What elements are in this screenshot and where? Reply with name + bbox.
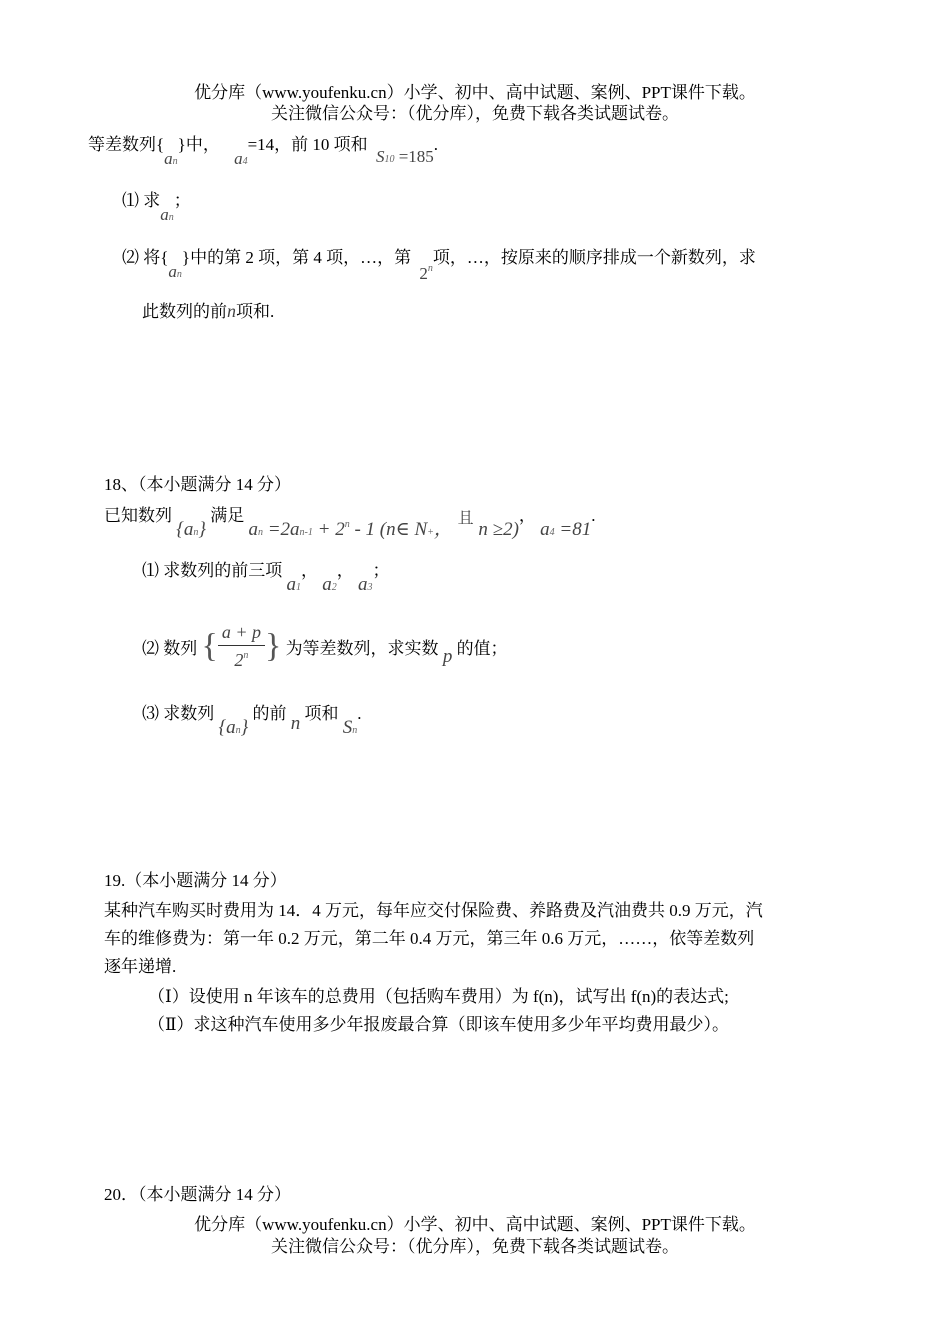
q19-part-2: （Ⅱ）求这种汽车使用多少年报废最合算（即该车使用多少年平均费用最少）。: [148, 1015, 730, 1034]
q17-part1-label: ⑴ 求: [122, 191, 161, 210]
q19-line-1: 某种汽车购买时费用为 14．4 万元，每年应交付保险费、养路费及汽油费共 0.9 万元，汽: [104, 901, 763, 920]
q19-line-3: 逐年递增.: [104, 957, 177, 976]
var-a: a: [226, 717, 236, 738]
comma: ，: [301, 561, 318, 580]
sub-n: n: [193, 527, 199, 538]
q17-part1: [122, 186, 191, 224]
n-ge-2: n ≥2): [478, 519, 519, 540]
header-line-2: 关注微信公众号：（优分库），免费下载各类试题试卷。: [271, 104, 679, 123]
var-a4: a: [540, 519, 550, 540]
q18-part2-a: ⑵ 数列: [142, 639, 198, 658]
q17-part1-end: ；: [173, 191, 191, 210]
semicolon: ；: [372, 561, 390, 580]
q17-part2-end: 项，…，按原来的顺序排成一个新数列，求: [432, 248, 756, 267]
sub-2: 2: [331, 582, 337, 593]
q18-part2-b: 为等差数列，求实数: [285, 639, 439, 658]
sub-3: 3: [367, 582, 373, 593]
q18-part3-a: ⑶ 求数列: [142, 704, 215, 723]
q18-part1: [142, 556, 390, 595]
var-p: p: [442, 645, 453, 667]
q17-part2-line2: [142, 297, 274, 322]
q17-S10-val: =185: [398, 147, 434, 166]
sub-10: 10: [384, 154, 395, 165]
plus-2n: + 2: [317, 519, 345, 540]
header-line-1: 优分库（www.youfenku.cn）小学、初中、高中试题、案例、PPT课件下载。: [194, 83, 756, 102]
sub-4: 4: [242, 156, 248, 167]
formula: =2a: [267, 519, 300, 540]
comma: ，: [518, 506, 536, 525]
sup-n: n: [344, 519, 350, 530]
q18-intro: [104, 500, 596, 540]
q18-satisfy: 满足: [210, 506, 245, 525]
q17-intro: [88, 130, 439, 168]
q18-title: 18、（本小题满分 14 分）: [104, 475, 291, 494]
q17-intro-b: }中，: [177, 135, 220, 154]
q17-part2-mid: }中的第 2 项，第 4 项，…，第: [181, 248, 412, 267]
q18-part2-c: 的值；: [456, 639, 508, 658]
sub-nminus1: n-1: [299, 527, 313, 538]
frac-numerator: a + p: [221, 622, 261, 642]
var-an: a: [168, 262, 177, 281]
sub-n: n: [168, 212, 174, 223]
var-a: a: [164, 149, 173, 168]
fraction: [218, 622, 265, 671]
q17-part2-label: ⑵ 将{: [122, 248, 169, 267]
var-a3: a: [358, 574, 368, 595]
footer-line-1: 优分库（www.youfenku.cn）小学、初中、高中试题、案例、PPT课件下载。: [194, 1215, 756, 1234]
comma: ，: [336, 561, 354, 580]
comma: ，: [433, 519, 453, 540]
rbrace: }: [198, 519, 206, 540]
q18-intro-text: 已知数列: [104, 506, 172, 525]
q18-part1-text: ⑴ 求数列的前三项: [142, 561, 283, 580]
minus-1: - 1 (n∈ N: [354, 519, 428, 540]
frac-denominator: 2: [234, 650, 244, 670]
period: .: [591, 506, 596, 525]
q20-title: 20．（本小题满分 14 分）: [104, 1185, 291, 1204]
q18-recurrence: [248, 510, 519, 540]
sub-n: n: [176, 269, 182, 280]
sub-n: n: [352, 725, 358, 736]
var-an: a: [160, 205, 169, 224]
q17-intro-a: 等差数列{: [88, 135, 165, 154]
q19-line-2: 车的维修费为：第一年 0.2 万元，第二年 0.4 万元，第三年 0.6 万元，……，依等差数列: [104, 929, 755, 948]
var-n: n: [227, 301, 236, 321]
sup-n: n: [243, 650, 249, 661]
var-a4: a: [234, 149, 243, 168]
lbrace: {: [176, 519, 184, 540]
var-S: S: [342, 717, 353, 738]
sub-1: 1: [296, 582, 301, 593]
q17-period: .: [433, 135, 439, 154]
rbrace: }: [240, 717, 249, 738]
q19-title: 19.（本小题满分 14 分）: [104, 871, 287, 890]
q17-line2-b: 项和.: [236, 302, 275, 321]
footer-line-2: 关注微信公众号：（优分库），免费下载各类试题试卷。: [271, 1237, 679, 1256]
var-S10: S: [375, 147, 385, 166]
a4-val: =81: [559, 519, 592, 540]
var-a2: a: [322, 574, 332, 595]
q19-part-1: （Ⅰ）设使用 n 年该车的总费用（包括购车费用）为 f(n)，试写出 f(n)的表达式;: [148, 987, 729, 1006]
q18-part3-c: 项和: [304, 704, 339, 723]
sub-n: n: [235, 725, 241, 736]
q18-part2: [142, 622, 508, 671]
var-n: n: [290, 713, 301, 734]
period: .: [357, 704, 362, 723]
q17-line2-a: 此数列的前: [142, 302, 227, 321]
big-rbrace: }: [264, 627, 282, 665]
sub-4: 4: [549, 527, 555, 538]
pow-exp: n: [427, 263, 433, 274]
sub-plus: +: [427, 527, 434, 538]
var-a1: a: [286, 574, 296, 595]
sub-n: n: [172, 156, 178, 167]
var-a: a: [183, 519, 194, 540]
q18-part3-b: 的前: [252, 704, 287, 723]
q18-and: 且: [457, 510, 474, 527]
q18-part3: [142, 699, 362, 738]
sub-n: n: [257, 527, 263, 538]
big-lbrace: {: [201, 627, 218, 665]
lbrace: {: [218, 717, 227, 738]
q17-a4-eq: =14，前 10 项和: [247, 135, 368, 154]
q17-part2: [122, 243, 756, 283]
pow-base: 2: [419, 264, 428, 283]
var-a: a: [248, 519, 258, 540]
